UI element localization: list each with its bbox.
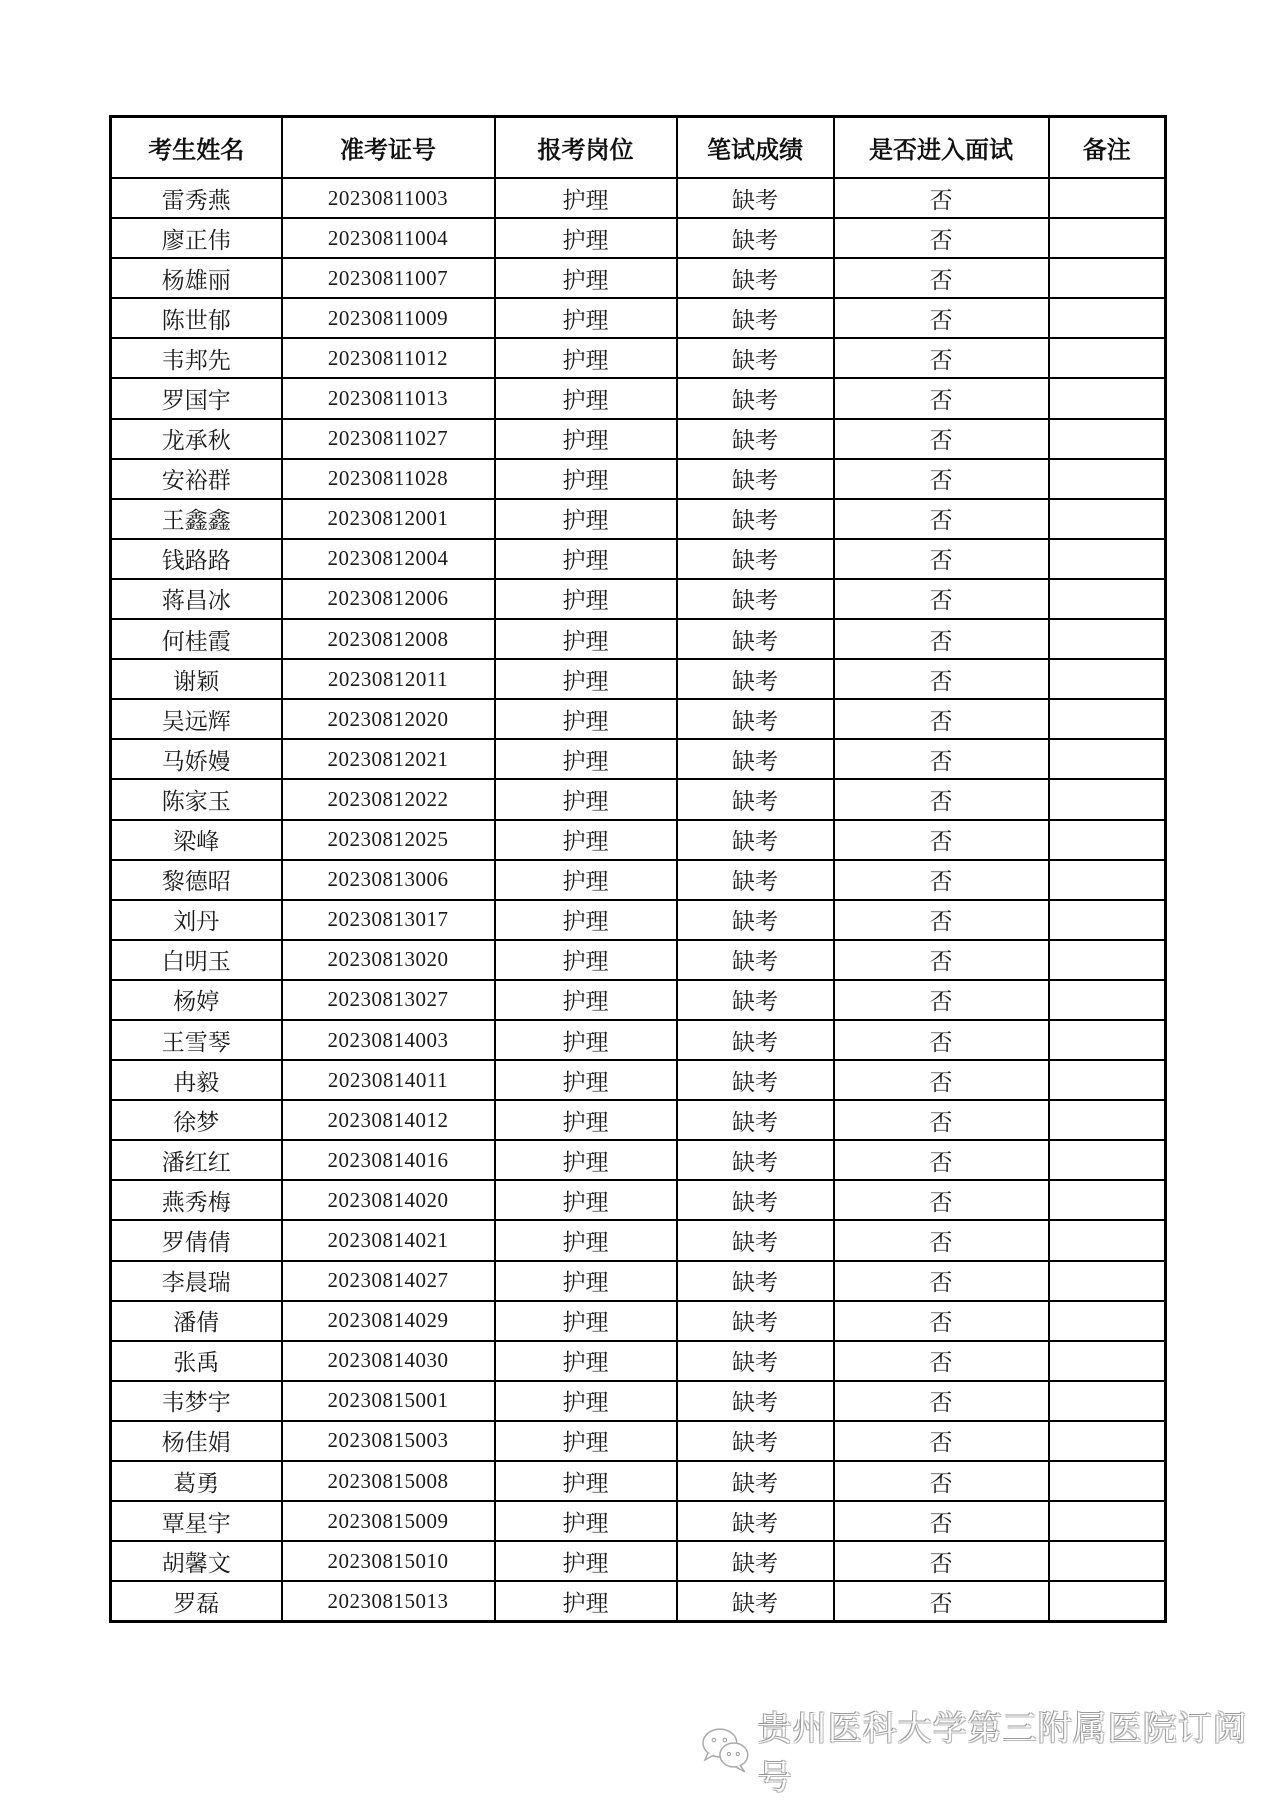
cell-score: 缺考 xyxy=(677,900,834,940)
cell-remark xyxy=(1049,1541,1166,1581)
cell-name: 杨雄丽 xyxy=(111,258,282,298)
header-exam-id: 准考证号 xyxy=(282,117,495,179)
table-header-row xyxy=(111,117,1166,179)
table-row xyxy=(111,298,1166,338)
cell-name: 蒋昌冰 xyxy=(111,579,282,619)
cell-exam-id: 20230814016 xyxy=(282,1140,495,1180)
cell-interview: 否 xyxy=(834,579,1049,619)
cell-name: 雷秀燕 xyxy=(111,178,282,218)
cell-remark xyxy=(1049,1100,1166,1140)
cell-score: 缺考 xyxy=(677,178,834,218)
cell-score: 缺考 xyxy=(677,378,834,418)
cell-score: 缺考 xyxy=(677,1541,834,1581)
cell-remark xyxy=(1049,779,1166,819)
cell-score: 缺考 xyxy=(677,739,834,779)
cell-score: 缺考 xyxy=(677,419,834,459)
cell-interview: 否 xyxy=(834,1581,1049,1622)
cell-score: 缺考 xyxy=(677,1381,834,1421)
cell-position: 护理 xyxy=(495,1020,677,1060)
cell-exam-id: 20230811004 xyxy=(282,218,495,258)
cell-name: 胡馨文 xyxy=(111,1541,282,1581)
cell-score: 缺考 xyxy=(677,619,834,659)
cell-remark xyxy=(1049,338,1166,378)
cell-exam-id: 20230812022 xyxy=(282,779,495,819)
cell-exam-id: 20230812008 xyxy=(282,619,495,659)
cell-name: 梁峰 xyxy=(111,820,282,860)
cell-position: 护理 xyxy=(495,1341,677,1381)
cell-interview: 否 xyxy=(834,1180,1049,1220)
cell-exam-id: 20230813027 xyxy=(282,980,495,1020)
table-row xyxy=(111,739,1166,779)
cell-exam-id: 20230812021 xyxy=(282,739,495,779)
cell-exam-id: 20230814021 xyxy=(282,1220,495,1260)
wechat-icon xyxy=(700,1725,752,1775)
cell-score: 缺考 xyxy=(677,1020,834,1060)
cell-remark xyxy=(1049,820,1166,860)
cell-interview: 否 xyxy=(834,659,1049,699)
header-score: 笔试成绩 xyxy=(677,117,834,179)
cell-name: 白明玉 xyxy=(111,940,282,980)
table-row xyxy=(111,539,1166,579)
cell-remark xyxy=(1049,499,1166,539)
cell-position: 护理 xyxy=(495,980,677,1020)
cell-position: 护理 xyxy=(495,1261,677,1301)
cell-score: 缺考 xyxy=(677,1421,834,1461)
cell-exam-id: 20230811012 xyxy=(282,338,495,378)
cell-exam-id: 20230812025 xyxy=(282,820,495,860)
table-row xyxy=(111,1341,1166,1381)
cell-name: 杨佳娟 xyxy=(111,1421,282,1461)
cell-name: 廖正伟 xyxy=(111,218,282,258)
cell-interview: 否 xyxy=(834,1421,1049,1461)
cell-name: 王雪琴 xyxy=(111,1020,282,1060)
cell-interview: 否 xyxy=(834,619,1049,659)
cell-remark xyxy=(1049,860,1166,900)
cell-remark xyxy=(1049,659,1166,699)
candidate-results-table xyxy=(109,115,1167,1623)
cell-name: 潘倩 xyxy=(111,1301,282,1341)
cell-remark xyxy=(1049,298,1166,338)
cell-interview: 否 xyxy=(834,940,1049,980)
cell-score: 缺考 xyxy=(677,1461,834,1501)
cell-remark xyxy=(1049,940,1166,980)
cell-remark xyxy=(1049,1301,1166,1341)
cell-exam-id: 20230814012 xyxy=(282,1100,495,1140)
cell-remark xyxy=(1049,699,1166,739)
header-name: 考生姓名 xyxy=(111,117,282,179)
cell-exam-id: 20230811007 xyxy=(282,258,495,298)
table-row xyxy=(111,980,1166,1020)
cell-name: 王鑫鑫 xyxy=(111,499,282,539)
cell-remark xyxy=(1049,1381,1166,1421)
cell-name: 吴远辉 xyxy=(111,699,282,739)
cell-interview: 否 xyxy=(834,1501,1049,1541)
cell-name: 黎德昭 xyxy=(111,860,282,900)
table-body xyxy=(111,178,1166,1622)
cell-position: 护理 xyxy=(495,739,677,779)
table-row xyxy=(111,1581,1166,1622)
cell-interview: 否 xyxy=(834,178,1049,218)
cell-exam-id: 20230814020 xyxy=(282,1180,495,1220)
cell-position: 护理 xyxy=(495,900,677,940)
cell-exam-id: 20230814030 xyxy=(282,1341,495,1381)
table-row xyxy=(111,900,1166,940)
cell-exam-id: 20230811027 xyxy=(282,419,495,459)
cell-exam-id: 20230814029 xyxy=(282,1301,495,1341)
cell-exam-id: 20230813006 xyxy=(282,860,495,900)
cell-remark xyxy=(1049,1140,1166,1180)
cell-name: 刘丹 xyxy=(111,900,282,940)
table-row xyxy=(111,1461,1166,1501)
table-row xyxy=(111,338,1166,378)
cell-interview: 否 xyxy=(834,699,1049,739)
cell-position: 护理 xyxy=(495,338,677,378)
table-row xyxy=(111,258,1166,298)
cell-position: 护理 xyxy=(495,459,677,499)
cell-exam-id: 20230813020 xyxy=(282,940,495,980)
cell-score: 缺考 xyxy=(677,860,834,900)
cell-name: 张禹 xyxy=(111,1341,282,1381)
cell-remark xyxy=(1049,739,1166,779)
cell-interview: 否 xyxy=(834,218,1049,258)
cell-remark xyxy=(1049,539,1166,579)
cell-name: 马娇嫚 xyxy=(111,739,282,779)
cell-position: 护理 xyxy=(495,1461,677,1501)
cell-interview: 否 xyxy=(834,739,1049,779)
cell-exam-id: 20230811009 xyxy=(282,298,495,338)
cell-exam-id: 20230812020 xyxy=(282,699,495,739)
cell-exam-id: 20230811013 xyxy=(282,378,495,418)
cell-remark xyxy=(1049,419,1166,459)
table-row xyxy=(111,860,1166,900)
cell-name: 安裕群 xyxy=(111,459,282,499)
cell-name: 陈家玉 xyxy=(111,779,282,819)
cell-interview: 否 xyxy=(834,459,1049,499)
cell-interview: 否 xyxy=(834,900,1049,940)
cell-score: 缺考 xyxy=(677,1100,834,1140)
cell-position: 护理 xyxy=(495,820,677,860)
cell-exam-id: 20230813017 xyxy=(282,900,495,940)
cell-remark xyxy=(1049,459,1166,499)
cell-position: 护理 xyxy=(495,779,677,819)
cell-exam-id: 20230815003 xyxy=(282,1421,495,1461)
table-row xyxy=(111,1020,1166,1060)
cell-score: 缺考 xyxy=(677,1140,834,1180)
cell-remark xyxy=(1049,258,1166,298)
cell-position: 护理 xyxy=(495,1180,677,1220)
cell-interview: 否 xyxy=(834,258,1049,298)
table-row xyxy=(111,1501,1166,1541)
cell-remark xyxy=(1049,1261,1166,1301)
cell-interview: 否 xyxy=(834,1140,1049,1180)
cell-remark xyxy=(1049,1341,1166,1381)
cell-interview: 否 xyxy=(834,499,1049,539)
table-row xyxy=(111,619,1166,659)
table-row xyxy=(111,1100,1166,1140)
cell-exam-id: 20230814011 xyxy=(282,1060,495,1100)
cell-score: 缺考 xyxy=(677,1301,834,1341)
cell-position: 护理 xyxy=(495,539,677,579)
cell-name: 潘红红 xyxy=(111,1140,282,1180)
cell-remark xyxy=(1049,900,1166,940)
cell-exam-id: 20230812006 xyxy=(282,579,495,619)
cell-position: 护理 xyxy=(495,1060,677,1100)
cell-score: 缺考 xyxy=(677,980,834,1020)
cell-position: 护理 xyxy=(495,378,677,418)
cell-score: 缺考 xyxy=(677,659,834,699)
cell-interview: 否 xyxy=(834,1301,1049,1341)
cell-remark xyxy=(1049,1020,1166,1060)
cell-position: 护理 xyxy=(495,860,677,900)
cell-interview: 否 xyxy=(834,298,1049,338)
cell-score: 缺考 xyxy=(677,1220,834,1260)
cell-position: 护理 xyxy=(495,258,677,298)
cell-exam-id: 20230814027 xyxy=(282,1261,495,1301)
table-row xyxy=(111,1301,1166,1341)
cell-score: 缺考 xyxy=(677,1581,834,1622)
cell-exam-id: 20230814003 xyxy=(282,1020,495,1060)
cell-position: 护理 xyxy=(495,579,677,619)
cell-score: 缺考 xyxy=(677,940,834,980)
cell-name: 韦梦宇 xyxy=(111,1381,282,1421)
cell-position: 护理 xyxy=(495,178,677,218)
cell-interview: 否 xyxy=(834,1381,1049,1421)
cell-position: 护理 xyxy=(495,1301,677,1341)
cell-score: 缺考 xyxy=(677,298,834,338)
cell-interview: 否 xyxy=(834,860,1049,900)
cell-position: 护理 xyxy=(495,1100,677,1140)
cell-name: 陈世郁 xyxy=(111,298,282,338)
cell-name: 燕秀梅 xyxy=(111,1180,282,1220)
table-row xyxy=(111,1220,1166,1260)
cell-position: 护理 xyxy=(495,499,677,539)
table-row xyxy=(111,218,1166,258)
cell-exam-id: 20230811003 xyxy=(282,178,495,218)
cell-name: 冉毅 xyxy=(111,1060,282,1100)
cell-remark xyxy=(1049,178,1166,218)
cell-score: 缺考 xyxy=(677,579,834,619)
cell-position: 护理 xyxy=(495,1541,677,1581)
cell-remark xyxy=(1049,1220,1166,1260)
cell-exam-id: 20230815008 xyxy=(282,1461,495,1501)
table-row xyxy=(111,1261,1166,1301)
cell-exam-id: 20230812011 xyxy=(282,659,495,699)
cell-score: 缺考 xyxy=(677,1180,834,1220)
cell-exam-id: 20230815001 xyxy=(282,1381,495,1421)
table-row xyxy=(111,779,1166,819)
cell-score: 缺考 xyxy=(677,779,834,819)
cell-position: 护理 xyxy=(495,1381,677,1421)
cell-remark xyxy=(1049,619,1166,659)
cell-exam-id: 20230815013 xyxy=(282,1581,495,1622)
cell-name: 罗倩倩 xyxy=(111,1220,282,1260)
table-row xyxy=(111,378,1166,418)
cell-interview: 否 xyxy=(834,1100,1049,1140)
cell-name: 徐梦 xyxy=(111,1100,282,1140)
cell-remark xyxy=(1049,1501,1166,1541)
cell-score: 缺考 xyxy=(677,539,834,579)
cell-interview: 否 xyxy=(834,1220,1049,1260)
cell-position: 护理 xyxy=(495,1501,677,1541)
cell-name: 龙承秋 xyxy=(111,419,282,459)
cell-name: 李晨瑞 xyxy=(111,1261,282,1301)
cell-position: 护理 xyxy=(495,1421,677,1461)
cell-name: 钱路路 xyxy=(111,539,282,579)
cell-interview: 否 xyxy=(834,1261,1049,1301)
cell-exam-id: 20230815010 xyxy=(282,1541,495,1581)
cell-exam-id: 20230811028 xyxy=(282,459,495,499)
cell-name: 何桂霞 xyxy=(111,619,282,659)
cell-interview: 否 xyxy=(834,1541,1049,1581)
cell-name: 葛勇 xyxy=(111,1461,282,1501)
cell-position: 护理 xyxy=(495,1140,677,1180)
cell-interview: 否 xyxy=(834,779,1049,819)
header-remark: 备注 xyxy=(1049,117,1166,179)
cell-score: 缺考 xyxy=(677,338,834,378)
header-position: 报考岗位 xyxy=(495,117,677,179)
table-row xyxy=(111,1541,1166,1581)
table-row xyxy=(111,699,1166,739)
cell-score: 缺考 xyxy=(677,459,834,499)
cell-position: 护理 xyxy=(495,1220,677,1260)
table-row xyxy=(111,659,1166,699)
cell-remark xyxy=(1049,1581,1166,1622)
cell-interview: 否 xyxy=(834,1060,1049,1100)
cell-score: 缺考 xyxy=(677,218,834,258)
cell-interview: 否 xyxy=(834,980,1049,1020)
watermark xyxy=(700,1709,1280,1798)
cell-score: 缺考 xyxy=(677,1060,834,1100)
table-row xyxy=(111,1140,1166,1180)
cell-position: 护理 xyxy=(495,218,677,258)
cell-name: 杨婷 xyxy=(111,980,282,1020)
table-row xyxy=(111,1180,1166,1220)
cell-name: 罗磊 xyxy=(111,1581,282,1622)
table-row xyxy=(111,1421,1166,1461)
cell-remark xyxy=(1049,980,1166,1020)
cell-remark xyxy=(1049,1180,1166,1220)
cell-interview: 否 xyxy=(834,820,1049,860)
cell-remark xyxy=(1049,579,1166,619)
cell-position: 护理 xyxy=(495,298,677,338)
cell-score: 缺考 xyxy=(677,1501,834,1541)
cell-interview: 否 xyxy=(834,1020,1049,1060)
cell-interview: 否 xyxy=(834,378,1049,418)
table-row xyxy=(111,178,1166,218)
cell-interview: 否 xyxy=(834,338,1049,378)
header-interview: 是否进入面试 xyxy=(834,117,1049,179)
table-row xyxy=(111,1381,1166,1421)
cell-name: 谢颖 xyxy=(111,659,282,699)
cell-remark xyxy=(1049,378,1166,418)
cell-score: 缺考 xyxy=(677,1261,834,1301)
table-row xyxy=(111,940,1166,980)
cell-position: 护理 xyxy=(495,940,677,980)
cell-remark xyxy=(1049,218,1166,258)
watermark-text: 贵州医科大学第三附属医院订阅号 xyxy=(757,1709,1248,1798)
cell-name: 罗国宇 xyxy=(111,378,282,418)
cell-exam-id: 20230815009 xyxy=(282,1501,495,1541)
cell-remark xyxy=(1049,1461,1166,1501)
cell-interview: 否 xyxy=(834,1341,1049,1381)
cell-interview: 否 xyxy=(834,1461,1049,1501)
cell-position: 护理 xyxy=(495,699,677,739)
table-row xyxy=(111,1060,1166,1100)
table-row xyxy=(111,459,1166,499)
table-row xyxy=(111,579,1166,619)
cell-score: 缺考 xyxy=(677,258,834,298)
cell-name: 覃星宇 xyxy=(111,1501,282,1541)
table-row xyxy=(111,499,1166,539)
table-row xyxy=(111,820,1166,860)
cell-remark xyxy=(1049,1421,1166,1461)
cell-exam-id: 20230812001 xyxy=(282,499,495,539)
cell-position: 护理 xyxy=(495,419,677,459)
cell-name: 韦邦先 xyxy=(111,338,282,378)
cell-score: 缺考 xyxy=(677,499,834,539)
cell-remark xyxy=(1049,1060,1166,1100)
cell-position: 护理 xyxy=(495,659,677,699)
cell-score: 缺考 xyxy=(677,1341,834,1381)
cell-position: 护理 xyxy=(495,619,677,659)
cell-position: 护理 xyxy=(495,1581,677,1622)
cell-interview: 否 xyxy=(834,539,1049,579)
cell-score: 缺考 xyxy=(677,699,834,739)
cell-score: 缺考 xyxy=(677,820,834,860)
table-row xyxy=(111,419,1166,459)
cell-exam-id: 20230812004 xyxy=(282,539,495,579)
cell-interview: 否 xyxy=(834,419,1049,459)
